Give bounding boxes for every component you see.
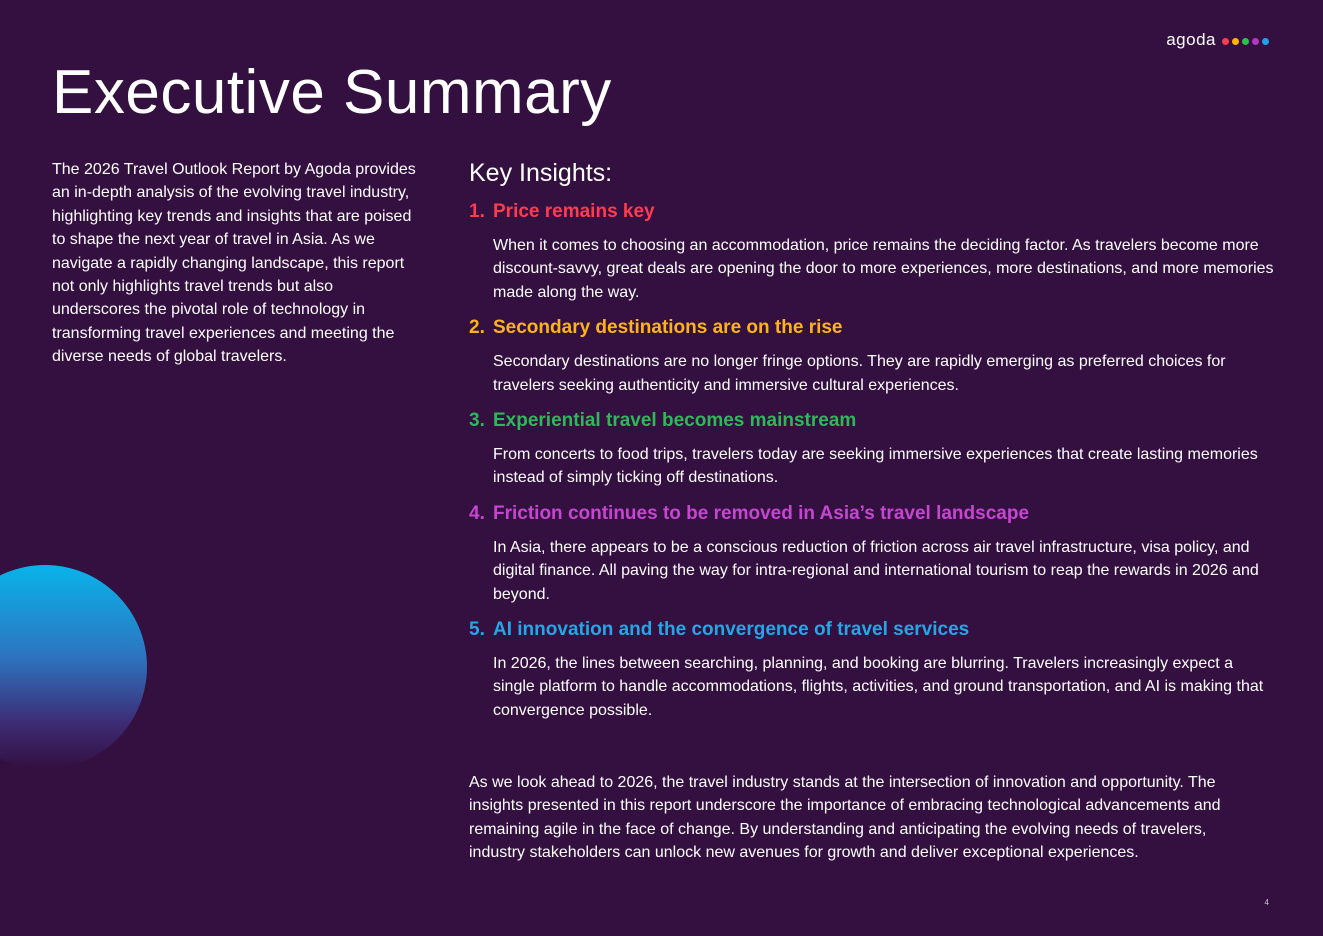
- insight-item: [469, 316, 1274, 397]
- insight-body: From concerts to food trips, travelers today are seeking immersive experiences that create lasting memories instead of simply ticking off destinations.: [493, 446, 1258, 487]
- insight-number: 5.: [469, 619, 485, 641]
- insight-item: [469, 502, 1274, 606]
- logo-dots: [1222, 38, 1269, 45]
- insight-title-text: AI innovation and the convergence of travel services: [493, 619, 970, 641]
- insight-body: In 2026, the lines between searching, planning, and booking are blurring. Travelers increasingly expect a single platform to handle accommodations, flights, activities, and ground transportation, and AI is making that convergence possible.: [493, 655, 1264, 719]
- insight-title: [469, 618, 1274, 642]
- intro-paragraph: The 2026 Travel Outlook Report by Agoda provides an in-depth analysis of the evolving travel industry, highlighting key trends and insights that are poised to shape the next year of travel in Asia. As we navigate a rapidly changing landscape, this report not only highlights travel trends but also underscores the pivotal role of technology in transforming travel experiences and meeting the diverse needs of global travelers.: [52, 161, 416, 366]
- insight-item: [469, 618, 1274, 722]
- insight-title-text: Secondary destinations are on the rise: [493, 317, 843, 339]
- logo-dot: [1232, 38, 1239, 45]
- logo-dot: [1242, 38, 1249, 45]
- conclusion-paragraph: As we look ahead to 2026, the travel industry stands at the intersection of innovation and opportunity. The insights presented in this report underscore the importance of embracing technological advancements and remaining agile in the face of change. By understanding and anticipating the evolving needs of travelers, industry stakeholders can unlock new avenues for growth and deliver exceptional experiences.: [469, 774, 1221, 862]
- key-insights-heading: Key Insights:: [469, 159, 613, 187]
- insight-body: Secondary destinations are no longer fringe options. They are rapidly emerging as preferred choices for travelers seeking authenticity and immersive cultural experiences.: [493, 353, 1226, 394]
- insight-title-text: Price remains key: [493, 201, 655, 222]
- insight-body: In Asia, there appears to be a conscious reduction of friction across air travel infrastructure, visa policy, and digital finance. All paving the way for intra-regional and international tourism to reap the rewards in 2026 and beyond.: [493, 538, 1259, 603]
- insight-body: When it comes to choosing an accommodation, price remains the deciding factor. As travelers become more discount-savvy, great deals are opening the door to more experiences, more destinations, and more memories made along the way.: [493, 237, 1274, 301]
- logo-dot: [1262, 38, 1269, 45]
- insight-title: [469, 409, 1274, 433]
- insight-title-text: Experiential travel becomes mainstream: [493, 410, 857, 432]
- insight-number: 1.: [469, 201, 485, 222]
- page-number: 4: [1264, 898, 1269, 907]
- logo-wordmark: agoda: [1166, 30, 1216, 49]
- agoda-logo: [1166, 30, 1269, 50]
- logo-dot: [1252, 38, 1259, 45]
- insight-item: [469, 200, 1274, 304]
- insight-title-text: Friction continues to be removed in Asia’s travel landscape: [493, 502, 1030, 524]
- insight-title: [469, 200, 1274, 224]
- decorative-gradient-orb: [0, 565, 147, 769]
- insight-title: [469, 502, 1274, 526]
- insight-number: 4.: [469, 502, 485, 524]
- insight-number: 2.: [469, 317, 485, 339]
- insight-item: [469, 409, 1274, 490]
- key-insights-section: [469, 158, 1274, 734]
- page-title: Executive Summary: [52, 58, 612, 127]
- logo-dot: [1222, 38, 1229, 45]
- insight-title: [469, 316, 1274, 340]
- insight-number: 3.: [469, 410, 485, 432]
